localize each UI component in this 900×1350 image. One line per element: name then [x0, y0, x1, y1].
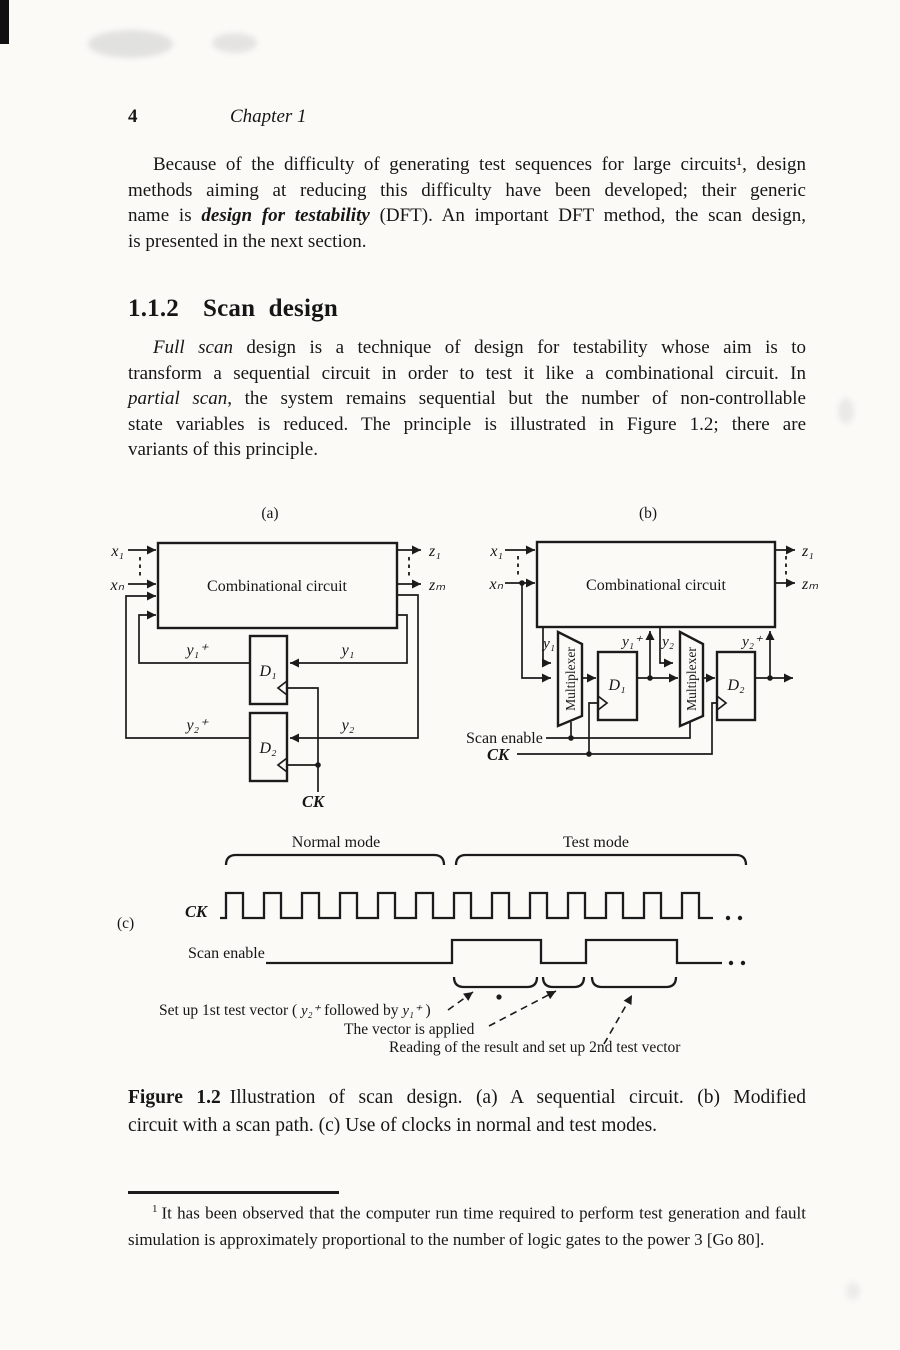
d2-label: D₂ — [727, 677, 745, 694]
d2-label: D₂ — [259, 740, 277, 757]
text-line: methods aiming at reducing this difficulty have been developed; their generic — [128, 179, 806, 201]
signal-x1: x₁ — [490, 543, 503, 560]
text-run: , the system remains sequential but the number of non-controllable — [227, 388, 806, 409]
panel-a-sequential-circuit — [110, 505, 446, 811]
signal-y2p: y₂⁺ — [186, 717, 208, 734]
clock-wire — [287, 688, 318, 792]
caption-line — [128, 1084, 806, 1112]
text-run-italic: Full scan — [153, 337, 233, 358]
signal-y1: y₁ — [341, 642, 355, 659]
text-line: transform a sequential circuit in order to test it like a combinational circuit. In — [128, 362, 806, 384]
test-mode-brace — [456, 855, 746, 865]
panel-c-tag: (c) — [117, 915, 135, 932]
running-title: Chapter 1 — [230, 106, 307, 127]
ck-label: CK — [487, 745, 510, 764]
scan-enable-wire — [546, 722, 690, 738]
signal-z1: z₁ — [429, 543, 441, 560]
footnote-marker: 1 — [152, 1203, 158, 1215]
text-run-italic: partial scan — [128, 388, 228, 409]
page-number: 4 — [128, 106, 138, 127]
text-run: (DFT). An important DFT method, the scan design, — [369, 205, 806, 226]
footnote-rule — [128, 1191, 339, 1194]
signal-y1p: y₁⁺ — [622, 634, 642, 650]
footnote-line — [128, 1196, 806, 1227]
d1-clock-chevron — [598, 696, 607, 710]
signal-xn: xₙ — [489, 576, 503, 593]
text-line: variants of this principle. — [128, 439, 318, 460]
ck-label: CK — [301, 792, 325, 811]
signal-y2: y₂ — [341, 717, 355, 734]
d2-clock-chevron — [717, 696, 726, 710]
signal-y1: y₁ — [543, 636, 555, 652]
caption-text: Illustration of scan design. (a) A sequential circuit. (b) Modified — [229, 1087, 806, 1108]
footnote-text: It has been observed that the computer run time required to perform test generation and fault — [161, 1203, 806, 1223]
figure-caption — [128, 1084, 806, 1140]
read-annotation: Reading of the result and set up 2nd test vector — [389, 1039, 681, 1056]
footnote-line: simulation is approximately proportional to the number of logic gates to the power 3 [Go 80]. — [128, 1229, 765, 1249]
ck-label: CK — [185, 902, 208, 921]
combinational-circuit-label: Combinational circuit — [207, 578, 347, 595]
d1-clock-chevron — [278, 681, 287, 695]
signal-y1p: y₁⁺ — [186, 642, 208, 659]
ck-waveform — [220, 893, 713, 918]
figure-label: Figure 1.2 — [128, 1087, 221, 1108]
text-run: design is a technique of design for testability whose aim is to — [232, 337, 806, 358]
setup-annotation: Set up 1st test vector ( y₂⁺ followed by y₁⁺ ) — [159, 1002, 431, 1019]
text-line: state variables is reduced. The principle is illustrated in Figure 1.2; there are — [128, 413, 806, 435]
signal-zm: zₘ — [802, 576, 819, 593]
apply-annotation: The vector is applied — [344, 1021, 475, 1038]
normal-mode-brace — [226, 855, 444, 865]
setup-annotation-arrow — [448, 992, 473, 1010]
d1-label: D₁ — [608, 677, 626, 694]
panel-a-tag: (a) — [261, 505, 279, 522]
read-phase-brace — [592, 977, 676, 987]
text-run: name is — [128, 205, 202, 226]
scan-enable-label: Scan enable — [466, 730, 543, 747]
multiplexer-2-label: Multiplexer — [684, 647, 699, 711]
scan-enable-waveform — [266, 940, 722, 963]
test-mode-label: Test mode — [563, 834, 629, 851]
apply-phase-brace — [543, 977, 584, 987]
d1-label: D₁ — [259, 663, 277, 680]
footnote — [128, 1196, 806, 1253]
combinational-circuit-label: Combinational circuit — [586, 577, 726, 594]
normal-mode-label: Normal mode — [291, 834, 381, 851]
signal-xn: xₙ — [110, 577, 124, 594]
signal-x1: x₁ — [111, 543, 124, 560]
scan-enable-label: Scan enable — [188, 945, 265, 962]
caption-line: circuit with a scan path. (c) Use of clocks in normal and test modes. — [128, 1115, 658, 1136]
section-number: 1.1.2 — [128, 295, 179, 322]
setup-phase-brace — [454, 977, 537, 987]
text-run-italic: design for testability — [201, 205, 370, 226]
d2-clock-chevron — [278, 758, 287, 772]
signal-zm: zₘ — [429, 577, 446, 594]
text-line: Because of the difficulty of generating test sequences for large circuits¹, design — [153, 154, 806, 175]
panel-b-scan-circuit — [466, 505, 818, 764]
signal-y2p: y₂⁺ — [742, 634, 762, 650]
panel-c-timing-diagram — [117, 834, 746, 1056]
read-annotation-arrow — [604, 995, 632, 1044]
section-title: Scan design — [203, 295, 338, 322]
signal-y2: y₂ — [662, 634, 674, 650]
text-line: is presented in the next section. — [128, 230, 367, 252]
panel-b-tag: (b) — [638, 505, 658, 522]
multiplexer-1-label: Multiplexer — [563, 647, 578, 711]
signal-z1: z₁ — [802, 543, 814, 560]
